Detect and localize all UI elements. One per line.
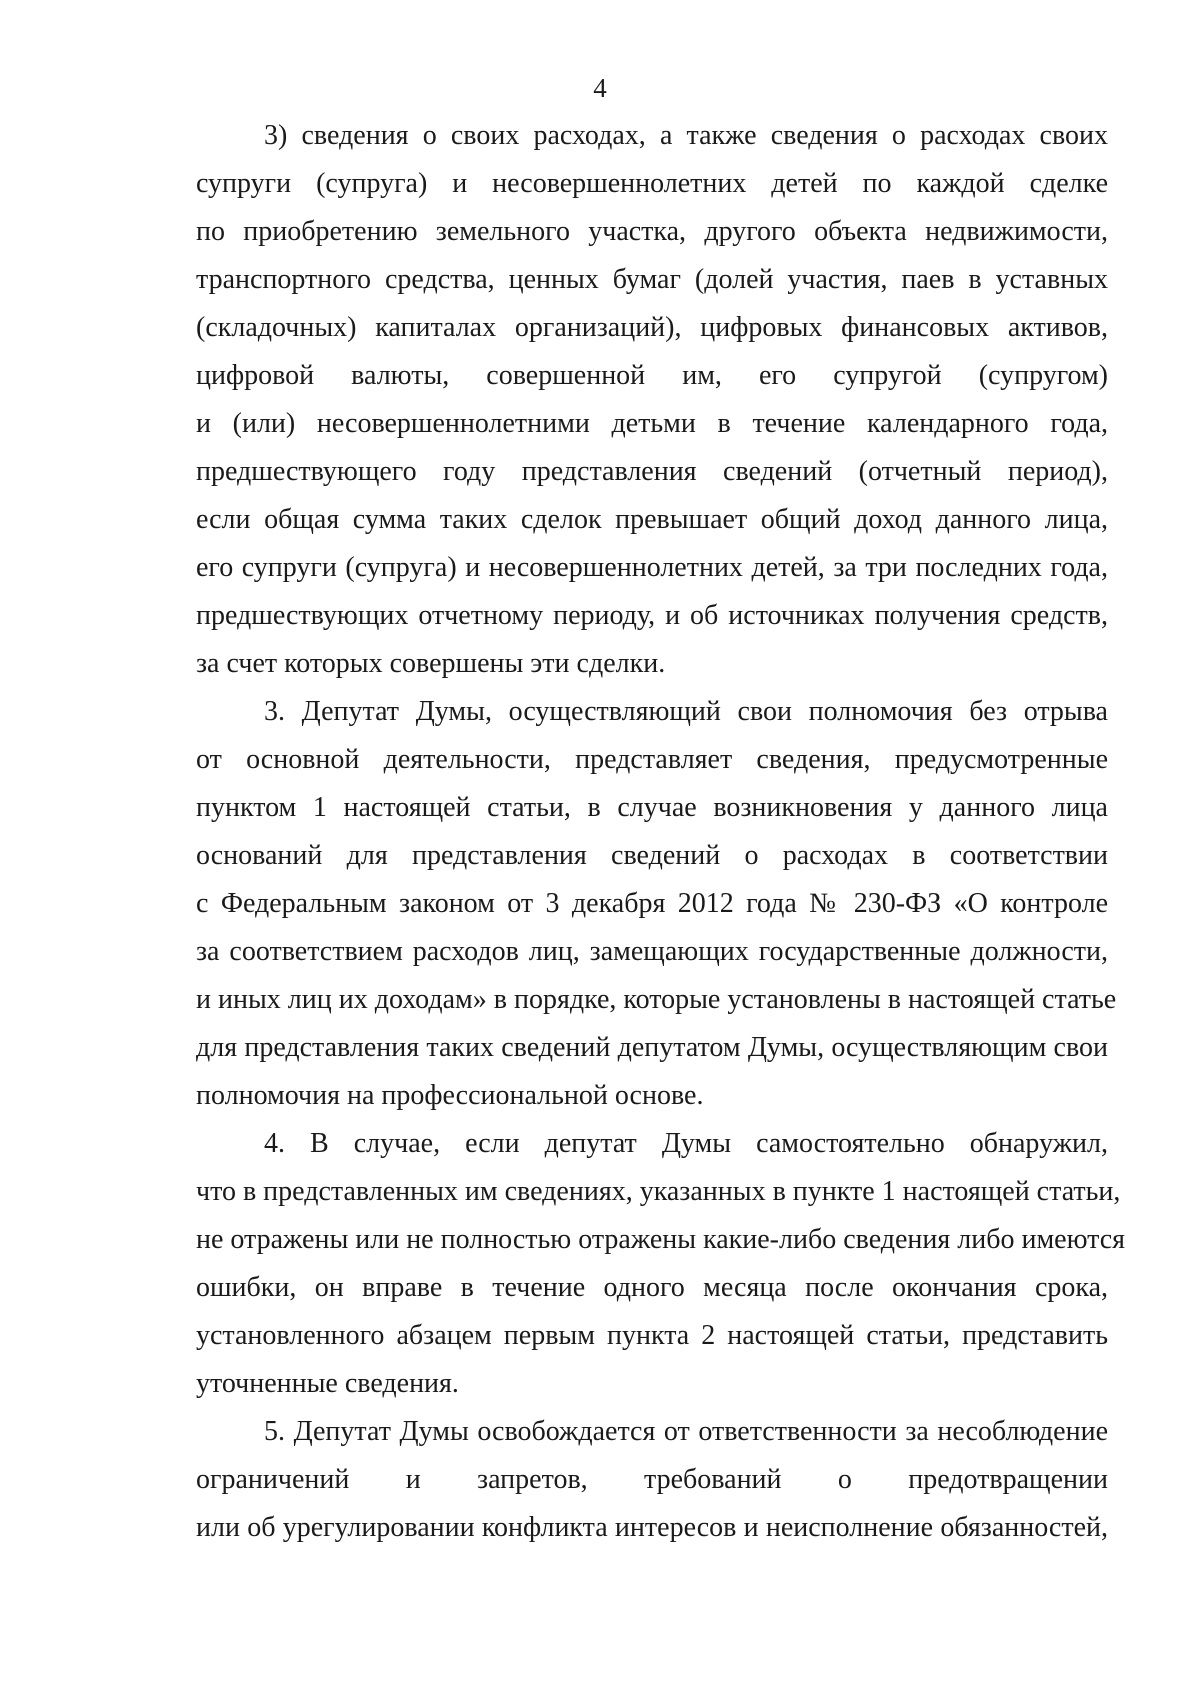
text-line: транспортного средства, ценных бумаг (долей участия, паев в уставных: [196, 264, 1108, 295]
text-line: что в представленных им сведениях, указанных в пункте 1 настоящей статьи,: [196, 1176, 1121, 1207]
page-number: 4: [593, 73, 607, 103]
text-line: 4. В случае, если депутат Думы самостоятельно обнаружил,: [264, 1128, 1108, 1159]
text-line: если общая сумма таких сделок превышает общий доход данного лица,: [196, 504, 1108, 535]
text-line: (складочных) капиталах организаций), цифровых финансовых активов,: [196, 312, 1108, 343]
text-line: ошибки, он вправе в течение одного месяца после окончания срока,: [196, 1272, 1108, 1303]
text-line: установленного абзацем первым пункта 2 настоящей статьи, представить: [196, 1320, 1108, 1351]
paragraph-item-4: [196, 1120, 1126, 1408]
text-line: от основной деятельности, представляет сведения, предусмотренные: [196, 744, 1108, 775]
text-line: полномочия на профессиональной основе.: [196, 1080, 704, 1111]
paragraph-item-5: [196, 1408, 1108, 1552]
text-line: за соответствием расходов лиц, замещающих государственные должности,: [196, 936, 1108, 967]
text-line: предшествующего году представления сведений (отчетный период),: [196, 456, 1108, 487]
paragraph-item-3: [196, 688, 1117, 1120]
text-line: 3. Депутат Думы, осуществляющий свои полномочия без отрыва: [264, 696, 1108, 727]
document-body: [196, 112, 1126, 1552]
text-line: с Федеральным законом от 3 декабря 2012 года № 230-ФЗ «О контроле: [196, 888, 1108, 919]
text-line: цифровой валюты, совершенной им, его супругой (супругом): [196, 360, 1108, 391]
text-line: не отражены или не полностью отражены какие-либо сведения либо имеются: [196, 1224, 1126, 1255]
text-line: и (или) несовершеннолетними детьми в течение календарного года,: [196, 408, 1108, 439]
text-line: ограничений и запретов, требований о предотвращении: [196, 1464, 1108, 1495]
text-line: оснований для представления сведений о расходах в соответствии: [196, 840, 1108, 871]
text-line: его супруги (супруга) и несовершеннолетних детей, за три последних года,: [196, 552, 1108, 583]
text-line: пунктом 1 настоящей статьи, в случае возникновения у данного лица: [196, 792, 1108, 823]
text-line: или об урегулировании конфликта интересов и неисполнение обязанностей,: [196, 1512, 1108, 1543]
text-line: 3) сведения о своих расходах, а также сведения о расходах своих: [264, 120, 1108, 151]
text-line: уточненные сведения.: [196, 1368, 459, 1399]
text-line: по приобретению земельного участка, другого объекта недвижимости,: [196, 216, 1108, 247]
text-line: супруги (супруга) и несовершеннолетних детей по каждой сделке: [196, 168, 1108, 199]
text-line: предшествующих отчетному периоду, и об источниках получения средств,: [196, 600, 1108, 631]
text-line: за счет которых совершены эти сделки.: [196, 648, 666, 679]
text-line: и иных лиц их доходам» в порядке, которые установлены в настоящей статье: [196, 984, 1117, 1015]
text-line: для представления таких сведений депутатом Думы, осуществляющим свои: [196, 1032, 1108, 1063]
paragraph-item-3-sub3: [196, 112, 1108, 688]
text-line: 5. Депутат Думы освобождается от ответственности за несоблюдение: [264, 1416, 1108, 1447]
